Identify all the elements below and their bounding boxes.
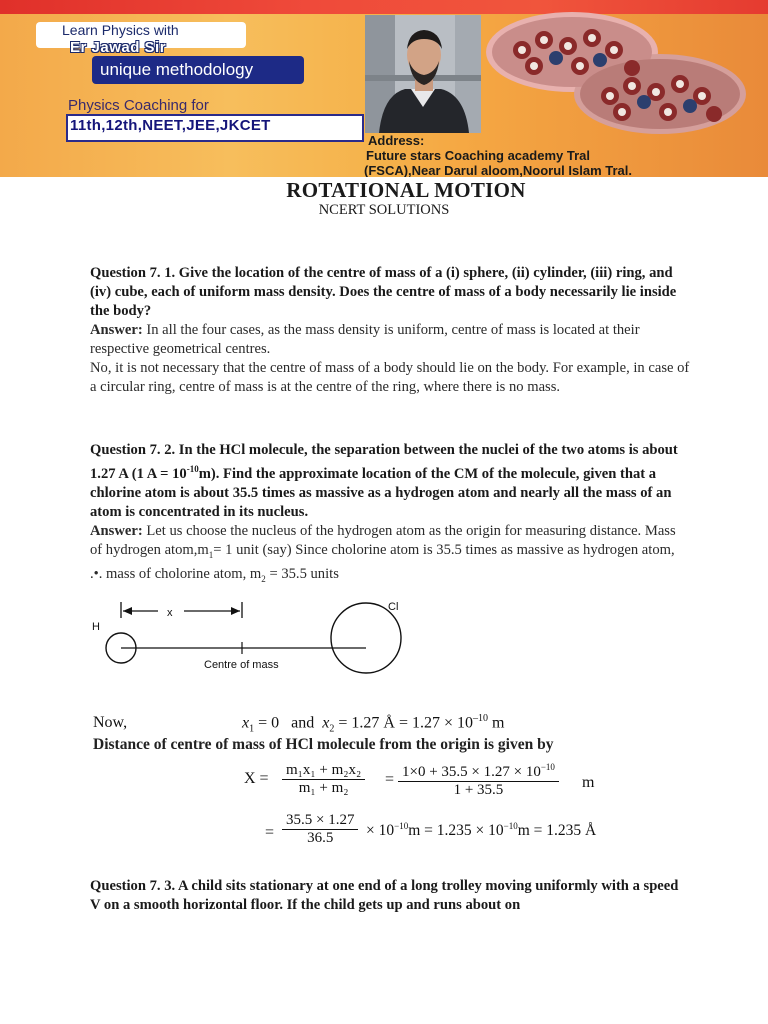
math-frac1-den: m₁ + m₂: [282, 779, 365, 797]
mass-line-pre: .•. mass of cholorine atom, m: [90, 565, 262, 582]
banner-learn-text: Learn Physics with: [62, 22, 179, 38]
answer-1-label: Answer:: [90, 322, 143, 338]
banner-coaching-text: Physics Coaching for: [68, 97, 209, 114]
math-result-exp: −10: [394, 821, 409, 831]
math-m-unit: m: [582, 774, 595, 791]
question-2-part1: Question 7. 2. In the HCl molecule, the separation between the nuclei of the two atoms is about 1.27 A (1 A = 10: [90, 442, 678, 482]
math-fraction-3: [282, 812, 358, 847]
x-arrow-right-head: [231, 607, 240, 615]
math-fraction-1: [282, 762, 365, 797]
math-frac3-num: 35.5 × 1.27: [286, 812, 355, 828]
label-x: x: [167, 607, 173, 619]
header-banner: [0, 0, 768, 177]
label-centre-of-mass: Centre of mass: [204, 659, 279, 671]
banner-method-text: unique methodology: [100, 60, 254, 79]
math-eq-1: =: [385, 771, 395, 788]
math-result-pre: × 10: [366, 822, 395, 840]
math-x2-unit: m: [491, 714, 505, 732]
chlorine-atom: [331, 603, 401, 673]
math-x1-line: $x_1 = 0$ and $x_2 = 1.27$ Å = $1.27 \times 10^{-10}$ m: [242, 713, 505, 735]
question-1-text: Question 7. 1. Give the location of the centre of mass of a (i) sphere, (ii) cylinder, (iii) ring, and (iv) cube, each of uniform mass density. Does the centre of mass of a body necessarily lie inside the body?: [90, 265, 677, 319]
math-x1-eq: = 0: [258, 714, 280, 732]
math-distance-line: Distance of centre of mass of HCl molecule from the origin is given by: [93, 736, 554, 753]
answer-1-text: [90, 321, 690, 359]
math-frac1-num: m₁x₁ + m₂x₂: [286, 762, 362, 778]
address-label: Address:: [368, 133, 425, 148]
math-frac2-num-exp: −10: [540, 762, 555, 772]
math-eq-2: =: [265, 824, 275, 841]
math-x2-eq: = 1.27 Å = 1.27 × 10: [338, 714, 473, 732]
answer-2-part1: Let us choose the nucleus of the hydrogen atom as the origin for measuring distance. Mass of hydrogen atom,m: [90, 522, 676, 558]
address-line-1: Future stars Coaching academy Tral: [366, 148, 590, 163]
page-subtitle: NCERT SOLUTIONS: [318, 202, 450, 218]
hcl-diagram: [88, 598, 418, 678]
math-result: [366, 821, 596, 840]
answer-2-label: Answer:: [90, 522, 143, 539]
math-and: and: [291, 714, 315, 732]
math-frac2-num-pre: 1×0 + 35.5 × 1.27 × 10: [402, 764, 541, 780]
address-line-2: (FSCA),Near Darul aloom,Noorul Islam Tral.: [364, 163, 632, 177]
banner-teacher-name: Er Jawad Sir: [70, 39, 167, 56]
mass-line-sub: 2: [261, 573, 266, 584]
answer-2-part2: = 1 unit (say) Since cholorine atom is 35.5 times as massive as hydrogen atom,: [213, 541, 675, 558]
math-x2-exp: –10: [472, 713, 488, 724]
math-now: Now,: [93, 714, 128, 731]
math-X-label: X =: [244, 770, 269, 787]
math-frac2-den: 1 + 35.5: [398, 781, 559, 799]
answer-1-body: In all the four cases, as the mass density is uniform, centre of mass is located at their respective geometrical centres.: [90, 322, 640, 357]
question-2-text: [90, 441, 690, 522]
x-arrow-left-head: [123, 607, 132, 615]
math-frac3-den: 36.5: [282, 829, 358, 847]
question-2-sup: -10: [186, 464, 199, 474]
math-result-mid: m = 1.235 × 10: [408, 822, 504, 840]
banner-classes-text: 11th,12th,NEET,JEE,JKCET: [70, 117, 271, 134]
question-3-text: Question 7. 3. A child sits stationary at one end of a long trolley moving uniformly with a speed V on a smooth horizontal floor. If the child gets up and runs about on: [90, 878, 679, 913]
math-result-post: m = 1.235 Å: [517, 822, 597, 840]
question-2-block: [90, 441, 690, 589]
mass-line-post: = 35.5 units: [265, 565, 339, 582]
math-fraction-2: [398, 762, 559, 799]
page-title: ROTATIONAL MOTION: [286, 178, 526, 202]
math-frac2-num: [398, 762, 559, 781]
label-cl: Cl: [388, 601, 399, 613]
question-1-block: [90, 264, 690, 397]
label-h: H: [92, 621, 100, 633]
mass-line: [90, 565, 690, 589]
students-photo-collage: [482, 10, 768, 138]
answer-2-sub: 1: [208, 549, 214, 560]
math-result-exp2: −10: [503, 821, 518, 831]
question-2-part2: m). Find the approximate location of the CM of the molecule, given that a chlorine atom is about 35.5 times as massive as a hydrogen atom and nearly all the mass of an atom is concentrated in its nucleus.: [90, 465, 672, 520]
answer-1-text-2: No, it is not necessary that the centre of mass of a body should lie on the body. For example, in case of a circular ring, centre of mass is at the centre of the ring, where there is no mass.: [90, 360, 690, 395]
teacher-photo: [365, 15, 481, 133]
answer-2-text: [90, 522, 690, 565]
question-3-block: [90, 877, 690, 915]
